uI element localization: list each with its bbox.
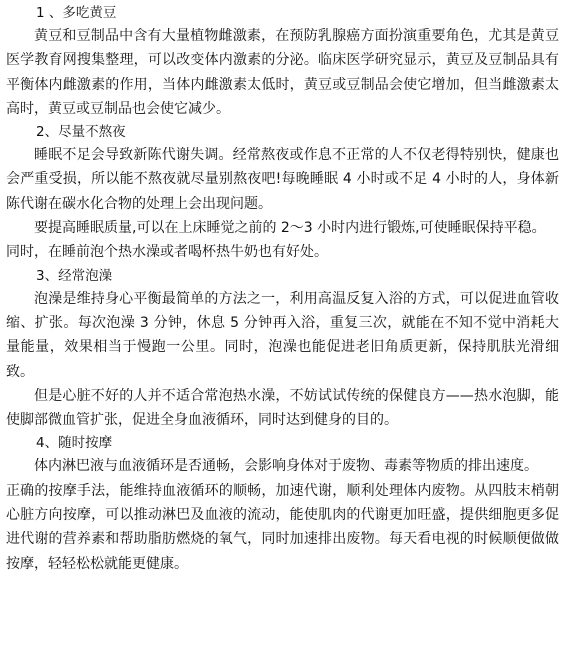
section-paragraph: 但是心脏不好的人并不适合常泡热水澡，不妨试试传统的保健良方——热水泡脚，能使脚部微血管扩张，促进全身血液循环，同时达到健身的目的。 [6,387,559,429]
section-heading: 2、尽量不熬夜 [36,124,126,141]
section-paragraph: 要提高睡眠质量,可以在上床睡觉之前的 2～3 小时内进行锻炼,可使睡眠保持平稳。 [34,220,546,237]
section-paragraph: 正确的按摩手法，能维持血液循环的顺畅，加速代谢，顺利处理体内废物。从四肢末梢朝心脏方向按摩，可以推动淋巴及血液的流动，能使肌肉的代谢更加旺盛，提供细胞更多促进代谢的营养素和帮助脂肪燃烧的氧气，同时加速排出废物。每天看电视的时候顺便做做按摩，轻轻松松就能更健康。 [6,482,559,572]
section-heading: 4、随时按摩 [36,435,113,452]
section-avoid-late-nights [6,121,559,264]
section-take-baths [6,265,559,433]
section-eat-soybeans [6,2,559,121]
section-massage [6,432,559,575]
section-heading: 1 、多吃黄豆 [36,5,117,21]
section-paragraph: 泡澡是维持身心平衡最简单的方法之一，利用高温反复入浴的方式，可以促进血管收缩、扩张。每次泡澡 3 分钟，休息 5 分钟再入浴，重复三次，就能在不知不觉中消耗大量能量，效果相当于慢跑一公里。同时，泡澡也能促进老旧角质更新，保持肌肤光滑细致。 [6,290,559,380]
section-paragraph: 黄豆和豆制品中含有大量植物雌激素，在预防乳腺癌方面扮演重要角色，尤其是黄豆医学教育网搜集整理，可以改变体内激素的分泌。临床医学研究显示，黄豆及豆制品具有平衡体内雌激素的作用，当体内雌激素太低时，黄豆或豆制品会使它增加，但当雌激素太高时，黄豆或豆制品也会使它减少。 [6,28,559,117]
section-paragraph: 体内淋巴液与血液循环是否通畅，会影响身体对于废物、毒素等物质的排出速度。 [34,458,538,475]
section-paragraph: 同时，在睡前泡个热水澡或者喝杯热牛奶也有好处。 [6,244,328,261]
section-paragraph: 睡眠不足会导致新陈代谢失调。经常熬夜或作息不正常的人不仅老得特别快，健康也会严重受损，所以能不熬夜就尽量别熬夜吧!每晚睡眠 4 小时或不足 4 小时的人，身体新陈代谢在碳水化合物的处理上会出现问题。 [6,147,559,212]
section-heading: 3、经常泡澡 [36,267,113,284]
